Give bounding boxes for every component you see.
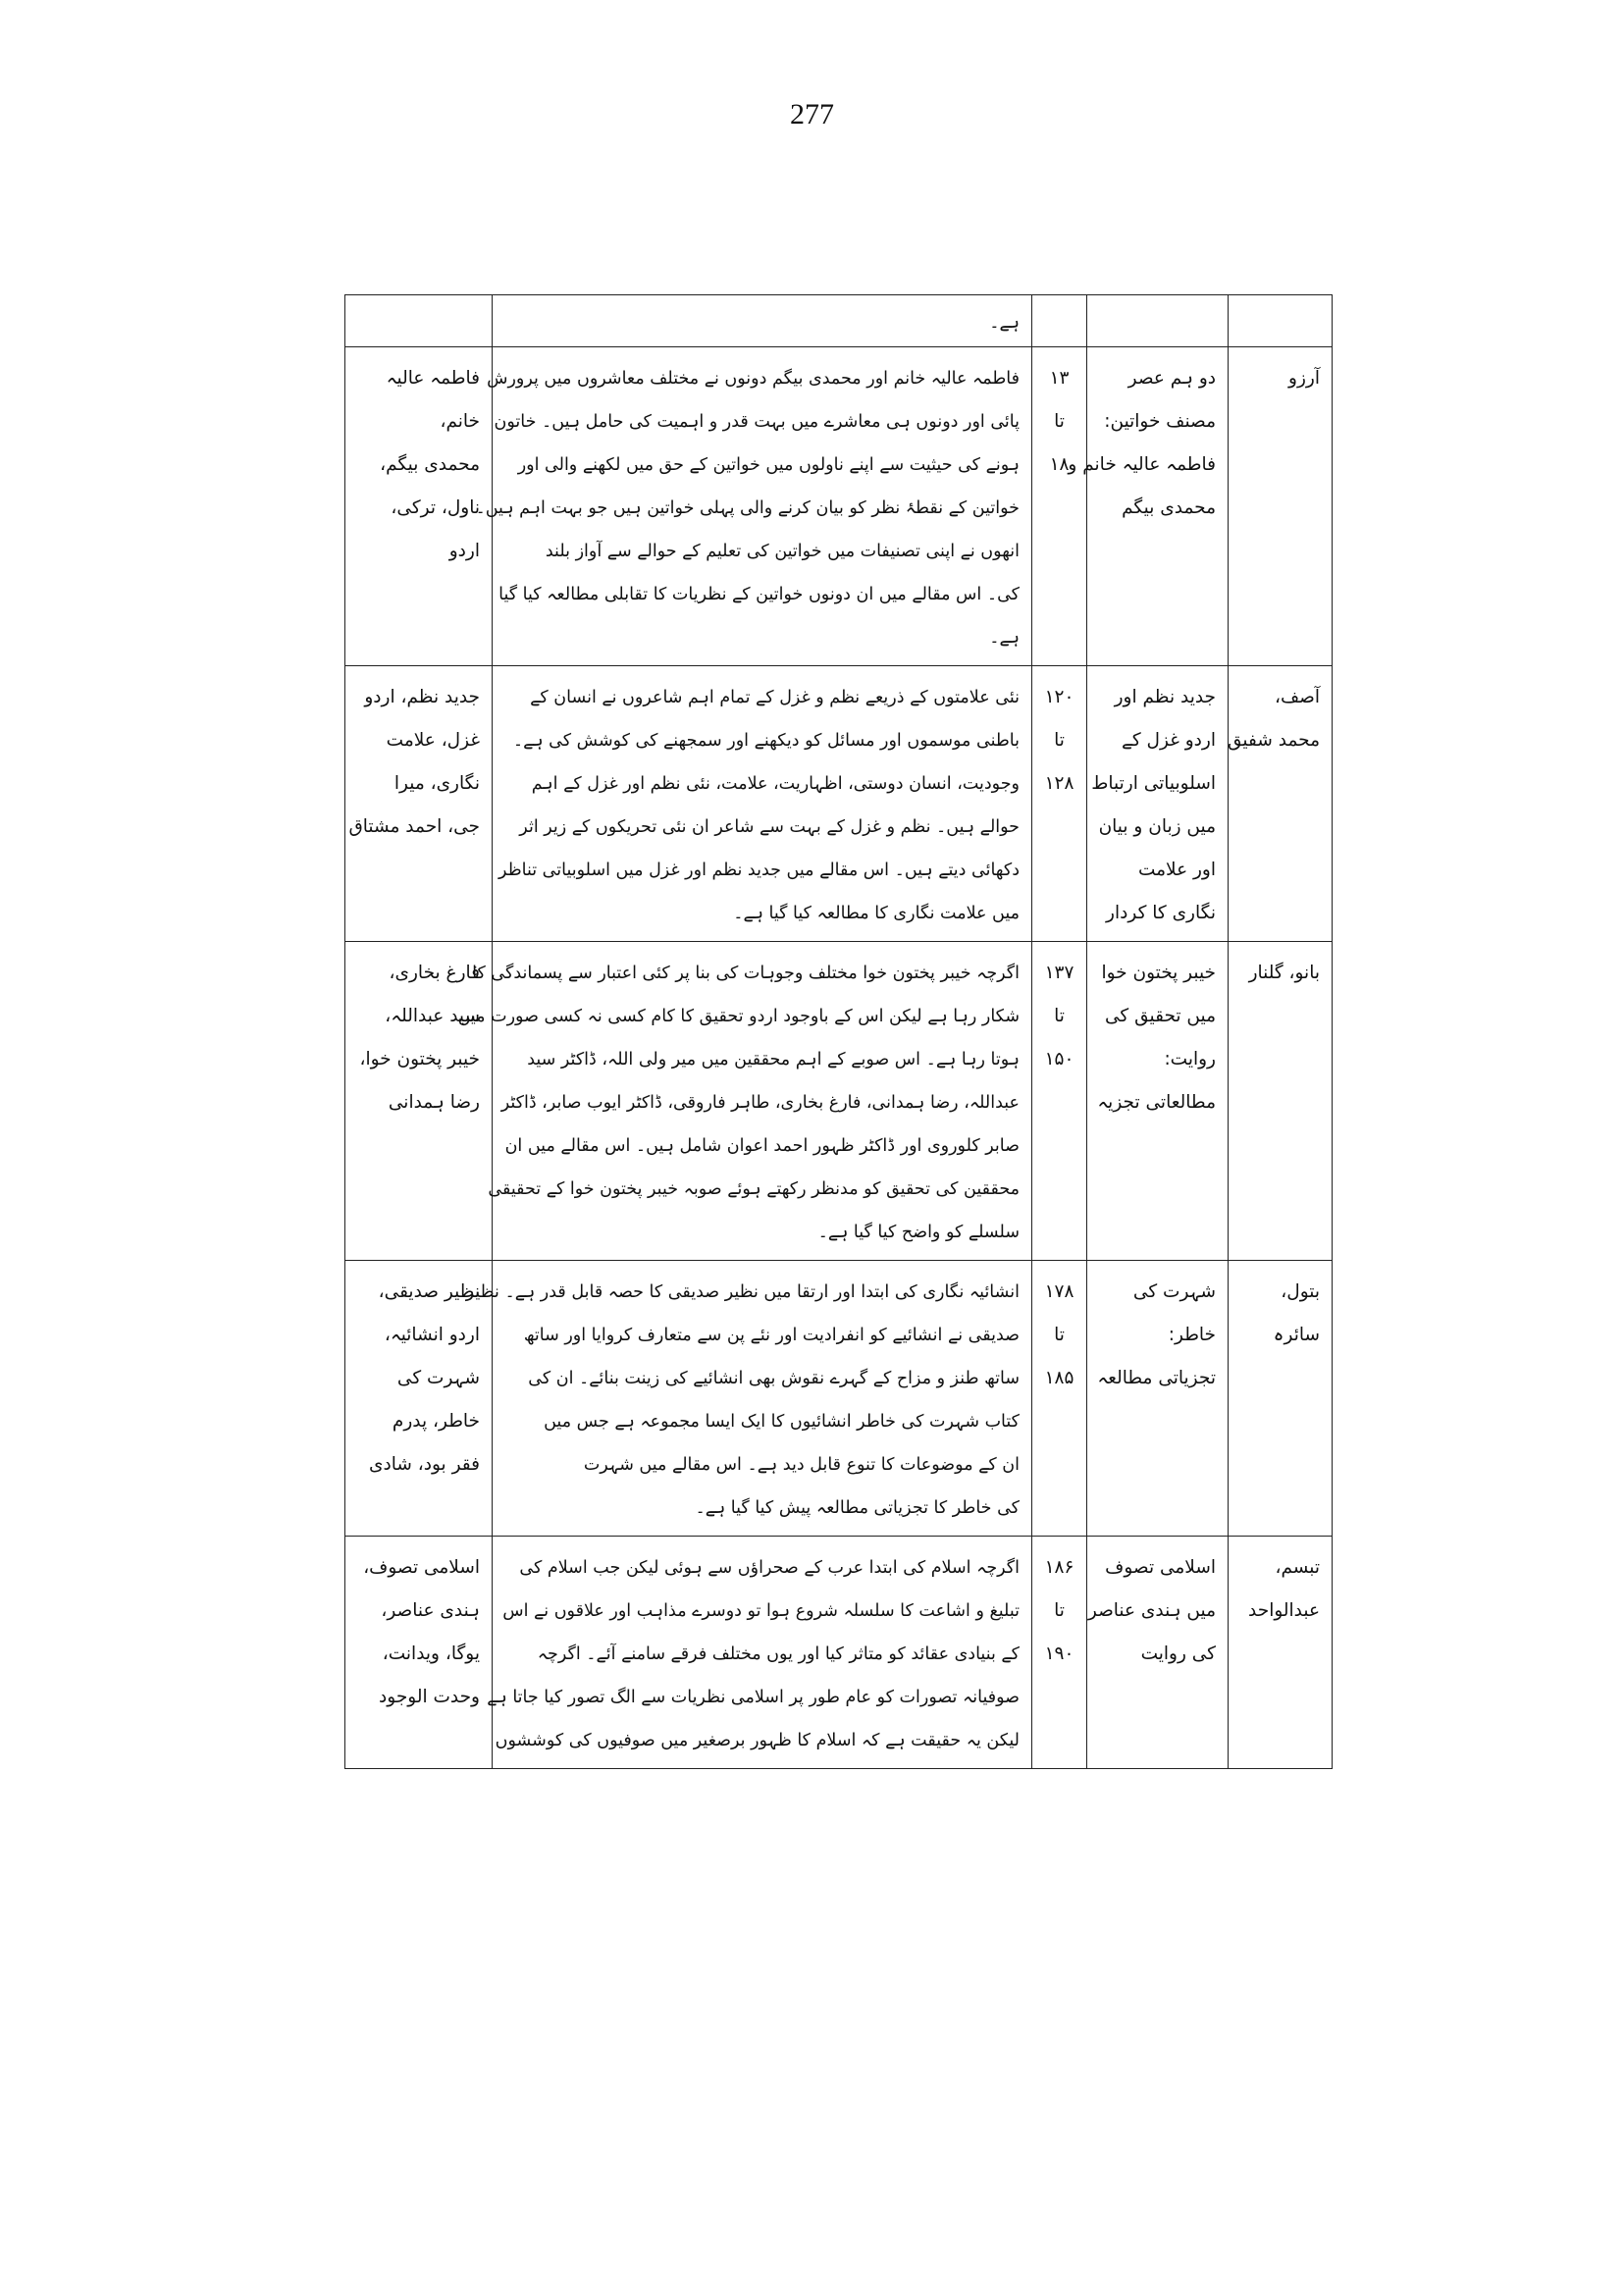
keyword-line: محمدی بیگم، bbox=[380, 454, 480, 475]
abstract-line: اگرچہ خیبر پختون خوا مختلف وجوہات کی بنا پر کئی اعتبار سے پسماندگی کا bbox=[472, 964, 1020, 983]
abstract-line: وجودیت، انسان دوستی، اظہاریت، علامت، نئی نظم اور غزل کے اہم bbox=[531, 774, 1020, 794]
title-cell bbox=[1087, 1537, 1229, 1769]
author-line: عبدالواحد bbox=[1248, 1600, 1320, 1621]
abstract-line: صابر کلوروی اور ڈاکٹر ظہور احمد اعوان شامل ہیں۔ اس مقالے میں ان bbox=[504, 1136, 1020, 1156]
pages-cell bbox=[1032, 1537, 1087, 1769]
abstract-line: اگرچہ اسلام کی ابتدا عرب کے صحراؤں سے ہوئی لیکن جب اسلام کی bbox=[519, 1558, 1020, 1578]
title-line: میں زبان و بیان bbox=[1098, 816, 1216, 837]
keyword-line: رضا ہمدانی bbox=[388, 1092, 480, 1113]
abstract-line: میں علامت نگاری کا مطالعہ کیا گیا ہے۔ bbox=[733, 904, 1020, 923]
abstract-line: ہے۔ bbox=[989, 313, 1020, 333]
keyword-line: فارغ بخاری، bbox=[389, 963, 480, 983]
keyword-line: جدید نظم، اردو bbox=[364, 687, 480, 707]
author-line: محمد شفیق bbox=[1227, 730, 1320, 751]
keyword-line: سید عبداللہ، bbox=[385, 1006, 480, 1026]
author-cell bbox=[1229, 1537, 1333, 1769]
abstract-line: عبداللہ، رضا ہمدانی، فارغ بخاری، طاہر فاروقی، ڈاکٹر ایوب صابر، ڈاکٹر bbox=[500, 1093, 1020, 1113]
author-line: آرزو bbox=[1288, 368, 1320, 389]
title-cell bbox=[1068, 347, 1229, 666]
keyword-line: ناول، ترکی، bbox=[391, 497, 480, 518]
table-row bbox=[345, 942, 1333, 1261]
pages-line: تا bbox=[1054, 411, 1065, 432]
keywords-cell bbox=[345, 295, 493, 347]
pages-line: تا bbox=[1054, 1325, 1065, 1345]
keyword-line: وحدت الوجود bbox=[379, 1687, 480, 1707]
title-line: اسلوبیاتی ارتباط bbox=[1091, 773, 1216, 794]
abstract-line: سلسلے کو واضح کیا گیا ہے۔ bbox=[817, 1223, 1020, 1242]
abstract-line: نئی علامتوں کے ذریعے نظم و غزل کے تمام اہم شاعروں نے انسان کے bbox=[530, 688, 1020, 707]
keyword-line: شہرت کی bbox=[396, 1368, 480, 1388]
title-line: شہرت کی bbox=[1132, 1281, 1216, 1302]
keyword-line: اردو bbox=[448, 541, 480, 561]
title-cell bbox=[1087, 1261, 1229, 1537]
continuation-row bbox=[345, 295, 1333, 347]
pages-line: تا bbox=[1054, 1006, 1065, 1026]
bibliography-table bbox=[344, 294, 1333, 1769]
title-line: فاطمہ عالیہ خانم و bbox=[1068, 454, 1216, 475]
pages-line: تا bbox=[1054, 730, 1065, 751]
pages-cell bbox=[1032, 666, 1087, 942]
pages-line: ۱۸۶ bbox=[1044, 1557, 1074, 1578]
title-cell bbox=[1087, 295, 1229, 347]
keyword-line: نگاری، میرا bbox=[393, 773, 480, 794]
author-line: تبسم، bbox=[1275, 1557, 1320, 1578]
keywords-cell bbox=[345, 347, 493, 666]
abstract-line: انھوں نے اپنی تصنیفات میں خواتین کی تعلیم کے حوالے سے آواز بلند bbox=[545, 542, 1020, 561]
title-line: کی روایت bbox=[1140, 1643, 1216, 1664]
keywords-cell bbox=[345, 942, 493, 1261]
abstract-line: دکھائی دیتے ہیں۔ اس مقالے میں جدید نظم اور غزل میں اسلوبیاتی تناظر bbox=[498, 861, 1020, 880]
pages-cell bbox=[1032, 347, 1087, 666]
title-line: اور علامت bbox=[1137, 860, 1216, 880]
title-line: روایت: bbox=[1164, 1049, 1216, 1069]
pages-line: ۱۹۰ bbox=[1044, 1643, 1074, 1664]
abstract-cell bbox=[465, 1261, 1032, 1537]
abstract-cell bbox=[493, 666, 1032, 942]
author-cell bbox=[1229, 1261, 1333, 1537]
author-line: بتول، bbox=[1281, 1281, 1320, 1302]
keyword-line: خیبر پختون خوا، bbox=[359, 1049, 480, 1069]
abstract-line: کی خاطر کا تجزیاتی مطالعہ پیش کیا گیا ہے۔ bbox=[695, 1498, 1020, 1518]
abstract-line: ساتھ طنز و مزاح کے گہرے نقوش بھی انشائیے کی زینت بنائے۔ ان کی bbox=[528, 1369, 1020, 1388]
abstract-line: کتاب شہرت کی خاطر انشائیوں کا ایک ایسا مجموعہ ہے جس میں bbox=[544, 1412, 1020, 1432]
abstract-line: حوالے ہیں۔ نظم و غزل کے بہت سے شاعر ان نئی تحریکوں کے زیر اثر bbox=[519, 817, 1020, 837]
pages-line: ۱۵۰ bbox=[1044, 1049, 1074, 1069]
abstract-line: پائی اور دونوں ہی معاشرے میں بہت قدر و اہمیت کی حامل ہیں۔ خاتون bbox=[494, 412, 1020, 432]
abstract-line: کی۔ اس مقالے میں ان دونوں خواتین کے نظریات کا تقابلی مطالعہ کیا گیا bbox=[498, 585, 1020, 604]
keyword-line: جی، احمد مشتاق bbox=[348, 816, 480, 837]
table-row bbox=[345, 666, 1333, 942]
keywords-cell bbox=[345, 1261, 493, 1537]
keyword-line: نظیر صدیقی، bbox=[378, 1281, 480, 1302]
keyword-line: اسلامی تصوف، bbox=[363, 1557, 480, 1578]
author-line: بانو، گلنار bbox=[1248, 963, 1320, 983]
author-line: آصف، bbox=[1275, 687, 1320, 707]
author-line: سائرہ bbox=[1273, 1325, 1320, 1345]
abstract-cell bbox=[457, 942, 1032, 1261]
author-cell bbox=[1229, 666, 1333, 942]
pages-line: ۱۲۰ bbox=[1044, 687, 1074, 707]
abstract-line: ان کے موضوعات کا تنوع قابل دید ہے۔ اس مقالے میں شہرت bbox=[583, 1455, 1020, 1475]
pages-line: ۱۸ bbox=[1049, 454, 1070, 475]
title-line: اردو غزل کے bbox=[1122, 730, 1216, 751]
keyword-line: خاطر، پدرم bbox=[392, 1411, 480, 1432]
title-cell bbox=[1087, 666, 1229, 942]
keyword-line: غزل، علامت bbox=[386, 730, 480, 751]
abstract-line: ہوتا رہا ہے۔ اس صوبے کے اہم محققین میں میر ولی اللہ، ڈاکٹر سید bbox=[527, 1050, 1020, 1069]
title-line: میں ہندی عناصر bbox=[1087, 1600, 1216, 1621]
pages-cell bbox=[1032, 1261, 1087, 1537]
abstract-cell bbox=[475, 347, 1032, 666]
title-line: خاطر: bbox=[1168, 1325, 1216, 1345]
abstract-line: فاطمہ عالیہ خانم اور محمدی بیگم دونوں نے مختلف معاشروں میں پرورش bbox=[487, 369, 1020, 389]
table-row bbox=[345, 1261, 1333, 1537]
title-line: دو ہم عصر bbox=[1127, 368, 1216, 389]
abstract-line: باطنی موسموں اور مسائل کو دیکھنے اور سمجھنے کی کوشش کی ہے۔ bbox=[512, 731, 1020, 751]
title-line: محمدی بیگم bbox=[1122, 497, 1216, 518]
pages-cell bbox=[1032, 295, 1087, 347]
pages-line: ۱۳ bbox=[1049, 368, 1070, 389]
pages-cell bbox=[1032, 942, 1087, 1261]
abstract-line: شکار رہا ہے لیکن اس کے باوجود اردو تحقیق کا کام کسی نہ کسی صورت میں bbox=[457, 1007, 1020, 1026]
keyword-line: ہندی عناصر، bbox=[381, 1600, 480, 1621]
title-line: مطالعاتی تجزیہ bbox=[1097, 1092, 1216, 1113]
keyword-line: اردو انشائیہ، bbox=[384, 1325, 480, 1345]
table-row bbox=[345, 1537, 1333, 1769]
title-line: جدید نظم اور bbox=[1114, 687, 1216, 707]
abstract-line: ہے۔ bbox=[989, 628, 1020, 648]
abstract-line: محققین کی تحقیق کو مدنظر رکھتے ہوئے صوبہ خیبر پختون خوا کے تحقیقی bbox=[488, 1179, 1020, 1199]
title-cell bbox=[1087, 942, 1229, 1261]
abstract-line: کے بنیادی عقائد کو متاثر کیا اور یوں مختلف فرقے سامنے آئے۔ اگرچہ bbox=[537, 1644, 1020, 1664]
abstract-line: صوفیانہ تصورات کو عام طور پر اسلامی نظریات سے الگ تصور کیا جاتا ہے bbox=[487, 1688, 1020, 1707]
title-line: میں تحقیق کی bbox=[1104, 1006, 1216, 1026]
abstract-line: صدیقی نے انشائیے کو انفرادیت اور نئے پن سے متعارف کروایا اور ساتھ bbox=[523, 1326, 1020, 1345]
title-line: مصنف خواتین: bbox=[1104, 411, 1216, 432]
table-row bbox=[345, 347, 1333, 666]
page-number: 277 bbox=[790, 98, 834, 130]
author-cell bbox=[1229, 295, 1333, 347]
keyword-line: فقر بود، شادی bbox=[369, 1454, 480, 1475]
abstract-line: خواتین کے نقطۂ نظر کو بیان کرنے والی پہلی خواتین ہیں جو بہت اہم ہیں۔ bbox=[475, 498, 1020, 518]
keywords-cell bbox=[345, 1537, 493, 1769]
keyword-line: یوگا، ویدانت، bbox=[382, 1643, 480, 1664]
abstract-cell bbox=[487, 1537, 1032, 1769]
keywords-cell bbox=[345, 666, 493, 942]
title-line: خیبر پختون خوا bbox=[1101, 963, 1216, 983]
title-line: نگاری کا کردار bbox=[1106, 903, 1216, 923]
author-cell bbox=[1229, 942, 1333, 1261]
title-line: تجزیاتی مطالعہ bbox=[1097, 1368, 1216, 1388]
abstract-line: تبلیغ و اشاعت کا سلسلہ شروع ہوا تو دوسرے مذاہب اور علاقوں نے اس bbox=[502, 1601, 1020, 1621]
pages-line: تا bbox=[1054, 1600, 1065, 1621]
pages-line: ۱۸۵ bbox=[1044, 1368, 1074, 1388]
author-cell bbox=[1229, 347, 1333, 666]
keyword-line: فاطمہ عالیہ bbox=[386, 368, 480, 389]
keyword-line: خانم، bbox=[440, 411, 480, 432]
pages-line: ۱۳۷ bbox=[1044, 963, 1074, 983]
title-line: اسلامی تصوف bbox=[1105, 1557, 1216, 1578]
abstract-line: ہونے کی حیثیت سے اپنے ناولوں میں خواتین کے حق میں لکھنے والی اور bbox=[517, 455, 1020, 475]
pages-line: ۱۲۸ bbox=[1044, 773, 1074, 794]
table-body bbox=[345, 295, 1333, 1769]
pages-line: ۱۷۸ bbox=[1044, 1281, 1074, 1302]
abstract-cell bbox=[493, 295, 1032, 347]
abstract-line: انشائیہ نگاری کی ابتدا اور ارتقا میں نظیر صدیقی کا حصہ قابل قدر ہے۔ نظیر bbox=[465, 1282, 1020, 1302]
abstract-line: لیکن یہ حقیقت ہے کہ اسلام کا ظہور برصغیر میں صوفیوں کی کوششوں bbox=[495, 1731, 1020, 1750]
